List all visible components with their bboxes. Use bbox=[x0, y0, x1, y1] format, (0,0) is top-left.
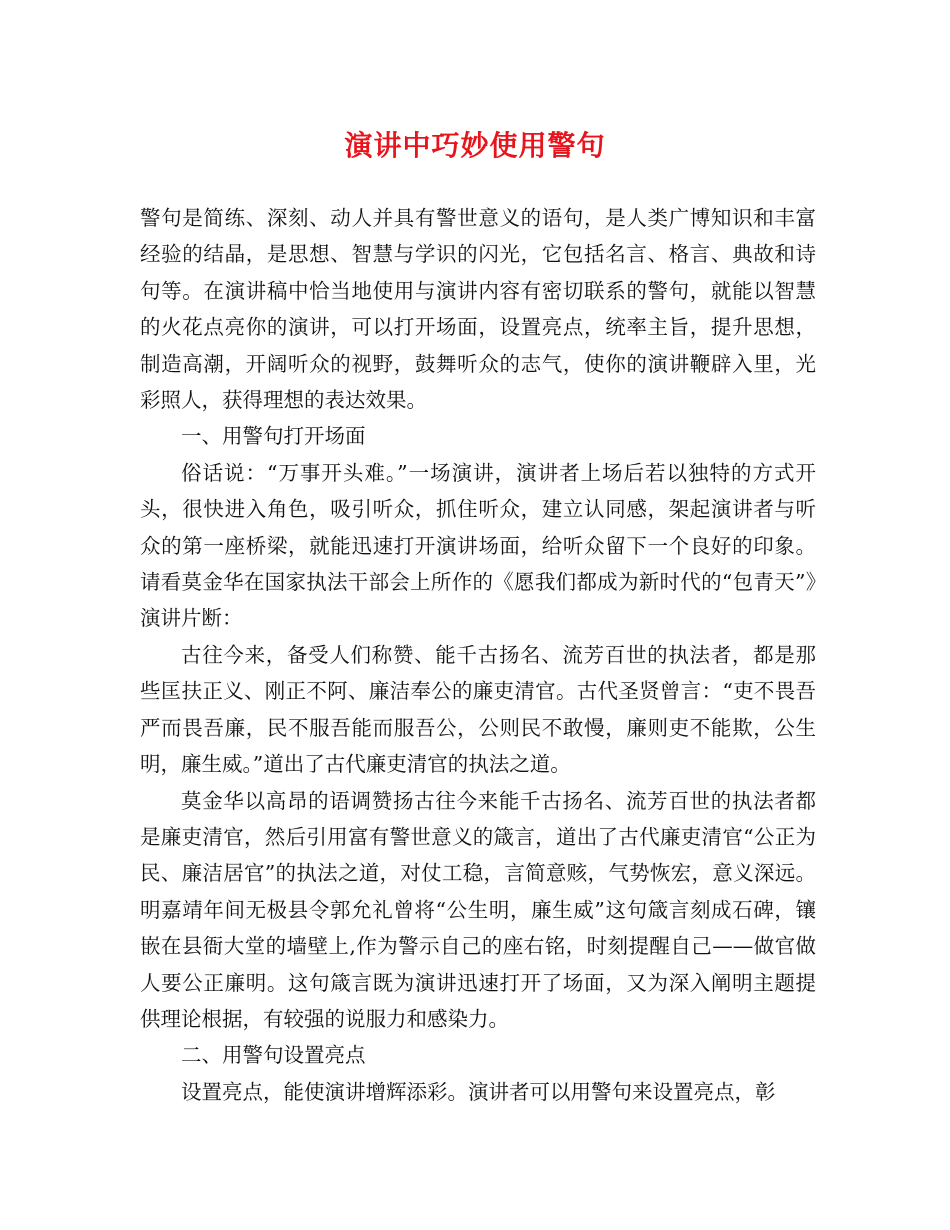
paragraph-section-1: 俗话说：“万事开头难。”一场演讲，演讲者上场后若以独特的方式开头，很快进入角色，吸引听众，抓住听众，建立认同感，架起演讲者与听众的第一座桥梁，就能迅速打开演讲场面，给听众留下一个良好的印象。请看莫金华在国家执法干部会上所作的《愿我们都成为新时代的“包青天”》演讲片断： bbox=[140, 460, 816, 631]
paragraph-quote: 古往今来，备受人们称赞、能千古扬名、流芳百世的执法者，都是那些匡扶正义、刚正不阿、廉洁奉公的廉吏清官。古代圣贤曾言：“吏不畏吾严而畏吾廉，民不服吾能而服吾公，公则民不敢慢，廉则吏不能欺，公生明，廉生威。”道出了古代廉吏清官的执法之道。 bbox=[140, 642, 816, 777]
paragraph-section-2: 设置亮点，能使演讲增辉添彩。演讲者可以用警句来设置亮点，彰 bbox=[181, 1079, 776, 1104]
paragraph-analysis: 莫金华以高昂的语调赞扬古往今来能千古扬名、流芳百世的执法者都是廉吏清官，然后引用富有警世意义的箴言，道出了古代廉吏清官“公正为民、廉洁居官”的执法之道，对仗工稳，言简意赅，气势恢宏，意义深远。明嘉靖年间无极县令郭允礼曾将“公生明，廉生威”这句箴言刻成石碑，镶嵌在县衙大堂的墙壁上,作为警示自己的座右铭，时刻提醒自己——做官做人要公正廉明。这句箴言既为演讲迅速打开了场面，又为深入阐明主题提供理论根据，有较强的说服力和感染力。 bbox=[140, 788, 816, 1031]
paragraph-intro: 警句是简练、深刻、动人并具有警世意义的语句，是人类广博知识和丰富经验的结晶，是思想、智慧与学识的闪光，它包括名言、格言、典故和诗句等。在演讲稿中恰当地使用与演讲内容有密切联系的警句，就能以智慧的火花点亮你的演讲，可以打开场面，设置亮点，统率主旨，提升思想，制造高潮，开阔听众的视野，鼓舞听众的志气，使你的演讲鞭辟入里，光彩照人，获得理想的表达效果。 bbox=[140, 206, 816, 413]
document-title: 演讲中巧妙使用警句 bbox=[344, 129, 606, 162]
document-body bbox=[140, 200, 816, 1110]
section-heading-2: 二、用警句设置亮点 bbox=[181, 1043, 366, 1068]
section-heading-1: 一、用警句打开场面 bbox=[181, 424, 366, 449]
